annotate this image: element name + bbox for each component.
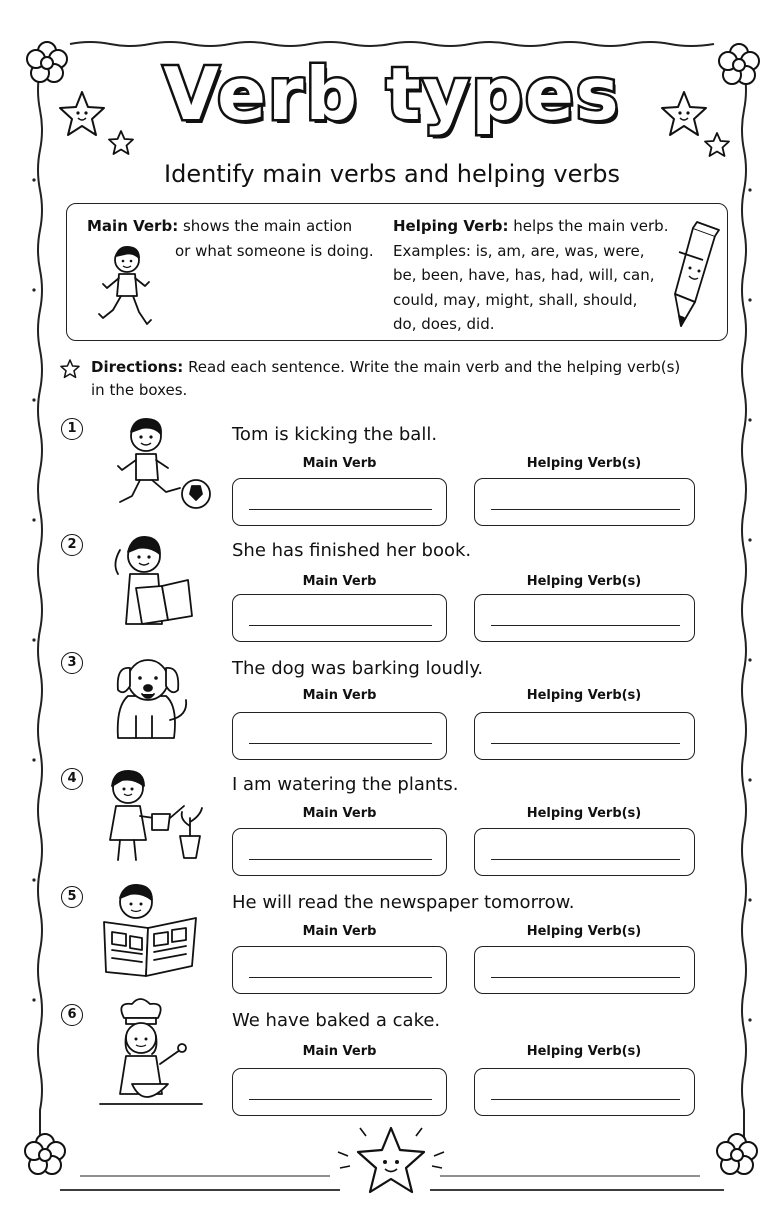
item-number: 5 [61, 886, 83, 908]
main-verb-desc-2: or what someone is doing. [175, 241, 374, 260]
answer-line [491, 1099, 680, 1100]
item-number: 2 [61, 534, 83, 556]
boy-kicking-ball-icon [96, 412, 216, 516]
main-verb-answer-box[interactable] [232, 478, 447, 526]
main-verb-label: Main Verb [302, 1044, 377, 1059]
directions-text-1: Read each sentence. Write the main verb and the helping verb(s) [188, 358, 681, 376]
main-verb-desc-1: shows the main action [182, 217, 353, 235]
exercise-item-1 [0, 418, 784, 536]
star-icon [702, 130, 732, 160]
item-sentence: I am watering the plants. [232, 774, 459, 795]
helping-verb-answer-box[interactable] [474, 828, 695, 876]
definitions-box [66, 203, 728, 341]
directions-label: Directions: [91, 358, 184, 376]
helping-verb-examples-1: Examples: is, am, are, was, were, [393, 241, 645, 260]
directions-text-2: in the boxes. [91, 381, 188, 399]
main-verb-answer-box[interactable] [232, 594, 447, 642]
answer-line [491, 509, 680, 510]
helping-verb-answer-box[interactable] [474, 712, 695, 760]
main-verb-answer-box[interactable] [232, 946, 447, 994]
boy-reading-newspaper-icon [96, 880, 216, 984]
pencil-icon [665, 218, 727, 334]
main-verb-answer-box[interactable] [232, 828, 447, 876]
item-sentence: She has finished her book. [232, 540, 472, 561]
main-verb-term: Main Verb: [87, 217, 179, 235]
main-verb-answer-box[interactable] [232, 1068, 447, 1116]
item-sentence: He will read the newspaper tomorrow. [232, 892, 575, 913]
helping-verb-examples-2: be, been, have, has, had, will, can, [393, 266, 655, 284]
answer-line [491, 625, 680, 626]
answer-line [249, 743, 432, 744]
main-verb-label: Main Verb [302, 574, 377, 589]
item-sentence: Tom is kicking the ball. [232, 424, 438, 445]
boy-running-icon [95, 244, 157, 334]
exercise-item-3 [0, 652, 784, 770]
helping-verb-answer-box[interactable] [474, 594, 695, 642]
flower-icon [712, 1130, 762, 1180]
item-sentence: We have baked a cake. [232, 1010, 441, 1031]
item-number: 3 [61, 652, 83, 674]
main-verb-label: Main Verb [302, 924, 377, 939]
item-number: 4 [61, 768, 83, 790]
girl-watering-plant-icon [96, 762, 216, 866]
answer-line [249, 509, 432, 510]
worksheet-subtitle: Identify main verbs and helping verbs [164, 160, 620, 188]
item-sentence: The dog was barking loudly. [232, 658, 484, 679]
answer-line [249, 625, 432, 626]
star-icon [106, 128, 136, 158]
exercise-item-2 [0, 534, 784, 652]
main-verb-label: Main Verb [302, 456, 377, 471]
helping-verb-answer-box[interactable] [474, 946, 695, 994]
smiling-star-icon [336, 1122, 446, 1202]
main-verb-label: Main Verb [302, 806, 377, 821]
main-verb-answer-box[interactable] [232, 712, 447, 760]
flower-icon [20, 1130, 70, 1180]
exercise-item-5 [0, 886, 784, 1004]
helping-verb-label: Helping Verb(s) [526, 688, 642, 703]
chef-girl-baking-icon [96, 998, 216, 1110]
answer-line [491, 743, 680, 744]
helping-verb-answer-box[interactable] [474, 478, 695, 526]
helping-verb-term: Helping Verb: [393, 217, 509, 235]
answer-line [249, 977, 432, 978]
exercise-item-4 [0, 768, 784, 886]
star-icon [60, 359, 80, 379]
answer-line [491, 977, 680, 978]
helping-verb-answer-box[interactable] [474, 1068, 695, 1116]
answer-line [249, 859, 432, 860]
main-verb-label: Main Verb [302, 688, 377, 703]
exercise-item-6 [0, 1004, 784, 1122]
girl-reading-book-icon [96, 528, 216, 632]
dog-barking-icon [96, 646, 216, 750]
helping-verb-label: Helping Verb(s) [526, 456, 642, 471]
helping-verb-definition [393, 214, 683, 337]
helping-verb-examples-3: could, may, might, shall, should, [393, 290, 638, 309]
worksheet-title: Verb types [163, 52, 621, 136]
answer-line [249, 1099, 432, 1100]
answer-line [491, 859, 680, 860]
item-number: 1 [61, 418, 83, 440]
helping-verb-label: Helping Verb(s) [526, 1044, 642, 1059]
helping-verb-desc-1: helps the main verb. [513, 217, 669, 235]
helping-verb-examples-4: do, does, did. [393, 315, 495, 333]
item-number: 6 [61, 1004, 83, 1026]
helping-verb-label: Helping Verb(s) [526, 574, 642, 589]
directions [66, 356, 726, 402]
helping-verb-label: Helping Verb(s) [526, 924, 642, 939]
helping-verb-label: Helping Verb(s) [526, 806, 642, 821]
